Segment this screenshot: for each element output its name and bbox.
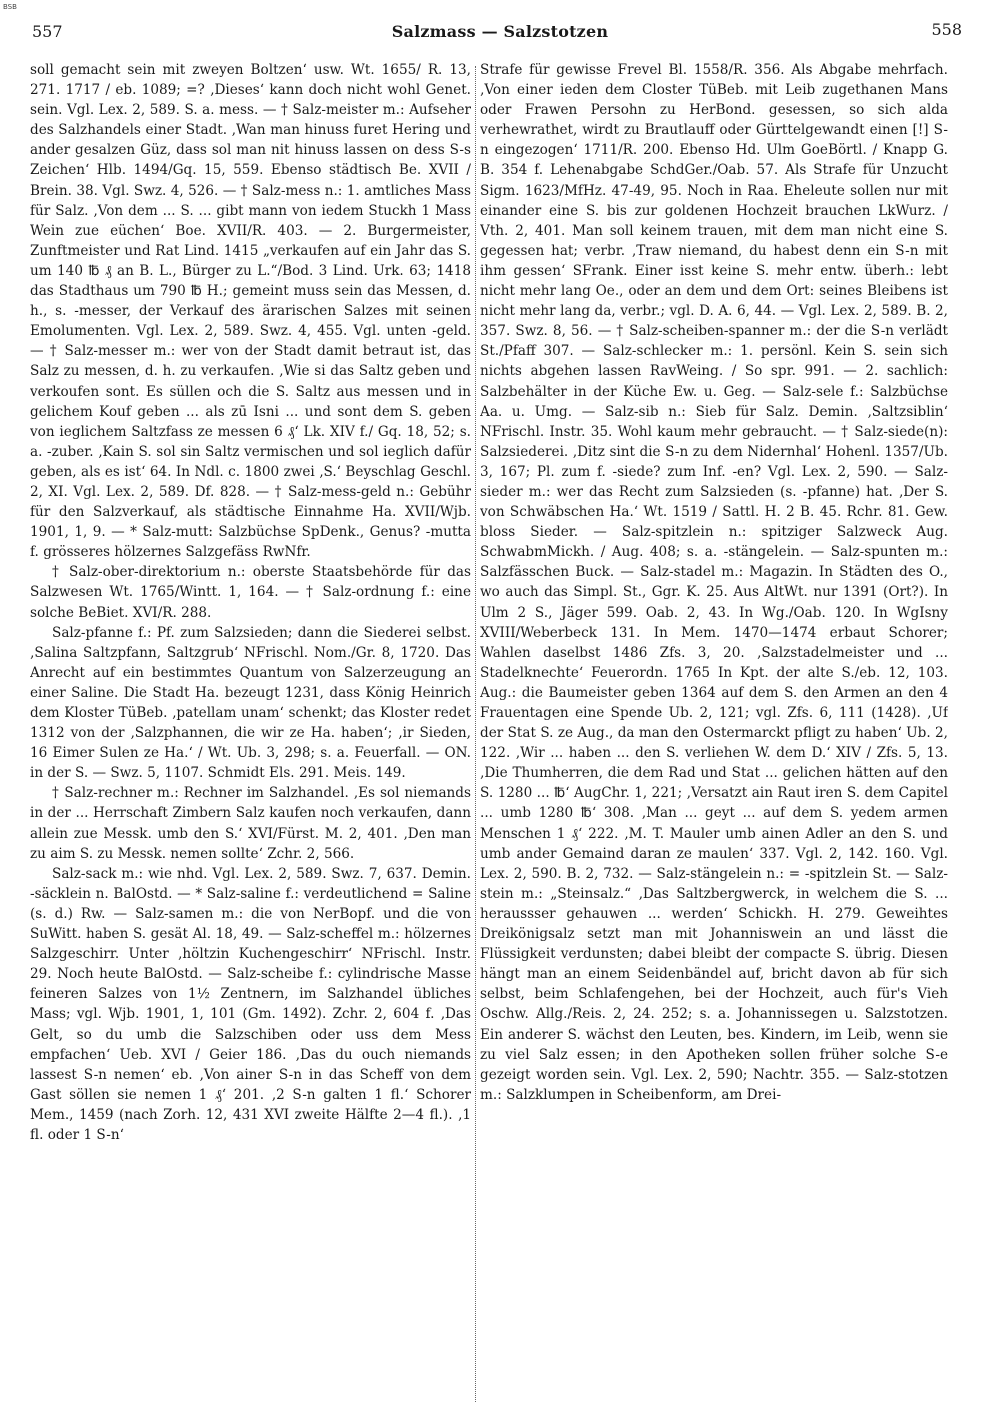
left-column	[30, 60, 471, 1410]
entry-paragraph: soll gemacht sein mit zweyen Boltzen‘ usw. Wt. 1655/ R. 13, 271. 1717 / eb. 1089; =? ‚Dieses‘ kann doch nicht wohl Genet. sein. Vgl. Lex. 2, 589. S. a. mess. — † Salz-meister m.: Aufseher des Salzhandels einer Stadt. ‚Wan man hinuss furet Hering und ander gesalzen Güz, dass sol man nit hinuss lassen on dess S-s Zeichen‘ Hlb. 1494/Gq. 15, 559. Ebenso städtisch Be. XVII / Brein. 38. Vgl. Swz. 4, 526. — † Salz-mess n.: 1. amtliches Mass für Salz. ‚Von dem ... S. ... gibt mann von iedem Stuckh 1 Mass Wein zue eüchen‘ Boe. XVII/R. 403. — 2. Burgermeister, Zunftmeister und Rat Lind. 1415 „verkaufen auf ein Jahr das S. um 140 ℔ ₰ an B. L., Bürger zu L.“/Bod. 3 Lind. Urk. 63; 1418 das Stadthaus um 790 ℔ H.; gemeint muss sein das Messen, d. h., s. -messer, der Verkauf des ärarischen Salzes mit seinen Emolumenten. Vgl. Lex. 2, 589. Swz. 4, 455. Vgl. unten -geld. — † Salz-messer m.: wer von der Stadt damit betraut ist, das Salz zu messen, d. h. zu verkaufen. ‚Wie si das Saltz geben und verkoufen sont. Es süllen och die S. Saltz aus messen und in gelichem Kouf geben ... als zū Isni ... und sont dem S. geben von ieglichem Saltzfass ze messen 6 ₰‘ Lk. XIV f./ Gq. 18, 52; s. a. -zuber. ‚Kain S. sol sin Saltz vermischen und sol ieglich dafür geben, als es ist‘ 64. In Ndl. c. 1800 zwei ‚S.‘ Beyschlag Geschl. 2, XI. Vgl. Lex. 2, 589. Df. 828. — † Salz-mess-geld n.: Gebühr für den Salzverkauf, als städtische Einnahme Ha. XVII/Wjb. 1901, 1, 9. — * Salz-mutt: Salzbüchse SpDenk., Genus? -mutta f. grösseres hölzernes Salzgefäss RwNfr.	[30, 62, 471, 561]
page-number-right: 558	[931, 20, 962, 39]
entry-paragraph: Strafe für gewisse Frevel Bl. 1558/R. 356. Als Abgabe mehrfach. ‚Von einer ieden dem Closter TüBeb. mit Leib zugethanen Mans oder Frawen Persohn zu HerBond. gesessen, so sich alda verhewrathet, wirdt zu Brautlauff oder Gürttelgewandt einen [!] S-n eingezogen‘ 1711/R. 200. Ebenso Hd. Ulm GoeBörtl. / Knapp G. B. 354 f. Lehenabgabe SchdGer./Oab. 57. Als Strafe für Unzucht Sigm. 1623/MfHz. 47-49, 95. Noch in Raa. Eheleute sollen nur mit einander eine S. bis zur goldenen Hochzeit brauchen LkWurz. / Vth. 2, 401. Man soll keinem trauen, mit dem man nicht eine S. gegessen hat; verbr. ‚Traw niemand, du habest denn ein S-n mit ihm gessen‘ SFrank. Einer isst keine S. mehr entw. überh.: lebt nicht mehr lang Oe., oder an dem und dem Ort: seines Bleibens ist nicht mehr lang da, verbr.; vgl. D. A. 6, 44. — Vgl. Lex. 2, 589. B. 2, 357. Swz. 8, 56. — † Salz-scheiben-spanner m.: der die S-n verlädt St./Pfaff 307. — Salz-schlecker m.: 1. persönl. Kein S. sein sich nichts abgehen lassen RavWeing. / So spr. 991. — 2. sachlich: Salzbehälter in der Küche Ew. u. Geg. — Salz-sele f.: Salzbüchse Aa. u. Umg. — Salz-sib n.: Sieb für Salz. Demin. ‚Saltzsiblin‘ NFrischl. Instr. 35. Wohl kaum mehr gebraucht. — † Salz-siede(n): Salzsiederei. ‚Ditz sint die S-n zu dem Nidernhal‘ Hohenl. 1357/Ub. 3, 167; Pl. zum f. -siede? zum Inf. -en? Vgl. Lex. 2, 590. — Salz-sieder m.: wer das Recht zum Salzsieden (s. -pfanne) hat. ‚Der S. von Schwäbschen Ha.‘ Wt. 1519 / Sattl. H. 2 B. 45. Rchr. 81. Gew. bloss Sieder. — Salz-spitzlein n.: spitziger Salzweck Aug. SchwabmMickh. / Aug. 408; s. a. -stängelein. — Salz-spunten m.: Salzfässchen Buck. — Salz-stadel m.: Magazin. In Städten des O., wo auch das Simpl. St., Ggr. K. 25. Aus AltWt. nur 1391 (Ort?). In Ulm 2 S., Jäger 599. Oab. 2, 43. In Wg./Oab. 120. In WgIsny XVIII/Weberbeck 131. In Mem. 1470—1474 erbaut Schorer; Wahlen daselbst 1486 Zfs. 3, 20. ‚Salzstadelmeister und ... Stadelknechte‘ Feuerordn. 1765 In Kpt. der alte S./eb. 12, 103. Aug.: die Baumeister geben 1364 auf dem S. den Armen an den 4 Frauentagen eine Spende Ub. 2, 121; vgl. Zfs. 6, 111 (1428). ‚Uf der Stat S. ze Aug., da man den Ostermarckt pfligt zu haben‘ Ub. 2, 122. ‚Wir ... haben ... den S. verliehen W. dem D.‘ XIV / Zfs. 5, 13. ‚Die Thumherren, die dem Rad und Stat ... gelichen hätten auf den S. 1280 ... ℔‘ AugChr. 1, 221; ‚Versatzt ain Raut iren S. dem Capitel ... umb 1280 ℔‘ 308. ‚Man ... geyt ... auf dem S. yedem armen Menschen 1 ₰‘ 222. ‚M. T. Mauler umb ainen Adler an den S. und umb ander Gemaind daran ze maulen‘ 337. Vgl. 2, 142. 160. Vgl. Lex. 2, 590. B. 2, 732. — Salz-stängelein n.: = -spitzlein St. — Salz-stein m.: „Steinsalz.“ ‚Das Saltzbergwerck, in welchem die S. ... heraussser gehauwen ... werden‘ Schickh. H. 279. Geweihtes Dreikönigsalz setzt man mit Johanniswein an und lässt die Flüssigkeit verdunsten; dabei bleibt der compacte S. übrig. Diesen hängt man an einem Seidenbändel auf, bricht davon ab für sich selbst, beim Schlafengehen, bei der Hochzeit, auch für's Vieh Oschw. Allg./Reis. 2, 24. 252; s. a. Johannissegen u. Salzstotzen. Ein anderer S. wächst den Leuten, bes. Kindern, im Leib, wenn sie zu viel Salz essen; in den Apotheken sollen früher solche S-e gezeigt worden sein. Vgl. Lex. 2, 590; Nachtr. 355. — Salz-stotzen m.: Salzklumpen in Scheibenform, am Drei-	[480, 62, 948, 1103]
page-number-left: 557	[32, 22, 63, 41]
library-stamp: BSB	[3, 3, 17, 11]
running-title: Salzmass — Salzstotzen	[391, 22, 609, 41]
column-divider	[475, 66, 476, 1402]
entry-paragraph: Salz-pfanne f.: Pf. zum Salzsieden; dann die Siederei selbst. ‚Salina Saltzpfann, Saltzgrub‘ NFrischl. Nom./Gr. 8, 1720. Das Anrecht auf ein bestimmtes Quantum von Salzerzeugung an einer Saline. Die Stadt Ha. bezeugt 1231, dass König Heinrich dem Kloster TüBeb. ‚patellam unam‘ schenkt; das Kloster redet 1312 von der ‚Salzphannen, die wir ze Ha. haben‘; ‚ir Sieden, 16 Eimer Sulen ze Ha.‘ / Wt. Ub. 3, 298; s. a. Feuerfall. — ON. in der S. — Swz. 5, 1107. Schmidt Els. 291. Meis. 149.	[30, 624, 471, 782]
entry-paragraph: Salz-sack m.: wie nhd. Vgl. Lex. 2, 589. Swz. 7, 637. Demin. -säcklein n. BalOstd. — * Salz-saline f.: verdeutlichend = Saline (s. d.) Rw. — Salz-samen m.: die von NerBopf. und die von SuWitt. haben S. gesät Al. 18, 49. — Salz-scheffel m.: hölzernes Salzgeschirr. Unter ‚höltzin Kuchengeschirr‘ NFrischl. Instr. 29. Noch heute BalOstd. — Salz-scheibe f.: cylindrische Masse feineren Salzes von 1½ Zentnern, im Salzhandel übliches Mass; vgl. Wjb. 1901, 1, 101 (Gm. 1492). Zchr. 2, 604 f. ‚Das Gelt, so du umb die Salzschiben oder uss dem Mess empfachen‘ Ueb. XVI / Geier 186. ‚Das du ouch niemands lassest S-n nemen‘ eb. ‚Von ainer S-n in das Scheff von dem Gast söllen sie nemen 1 ₰‘ 201. ‚2 S-n galten 1 fl.‘ Schorer Mem., 1459 (nach Zorh. 12, 431 XVI zweite Hälfte 2—4 fl.). ‚1 fl. oder 1 S-n‘	[30, 865, 471, 1143]
entry-paragraph: † Salz-ober-direktorium n.: oberste Staatsbehörde für das Salzwesen Wt. 1765/Wintt. 1, 164. — † Salz-ordnung f.: eine solche BeBiet. XVI/R. 288.	[30, 564, 471, 621]
entry-paragraph: † Salz-rechner m.: Rechner im Salzhandel. ‚Es sol niemands in der ... Herrschaft Zimbern Salz kaufen noch verkaufen, dann allein zue Messk. umb den S.‘ XVI/Fürst. M. 2, 401. ‚Den man zu aim S. zu Messk. nemen sollte‘ Zchr. 2, 566.	[30, 785, 471, 862]
right-column	[480, 60, 948, 1410]
